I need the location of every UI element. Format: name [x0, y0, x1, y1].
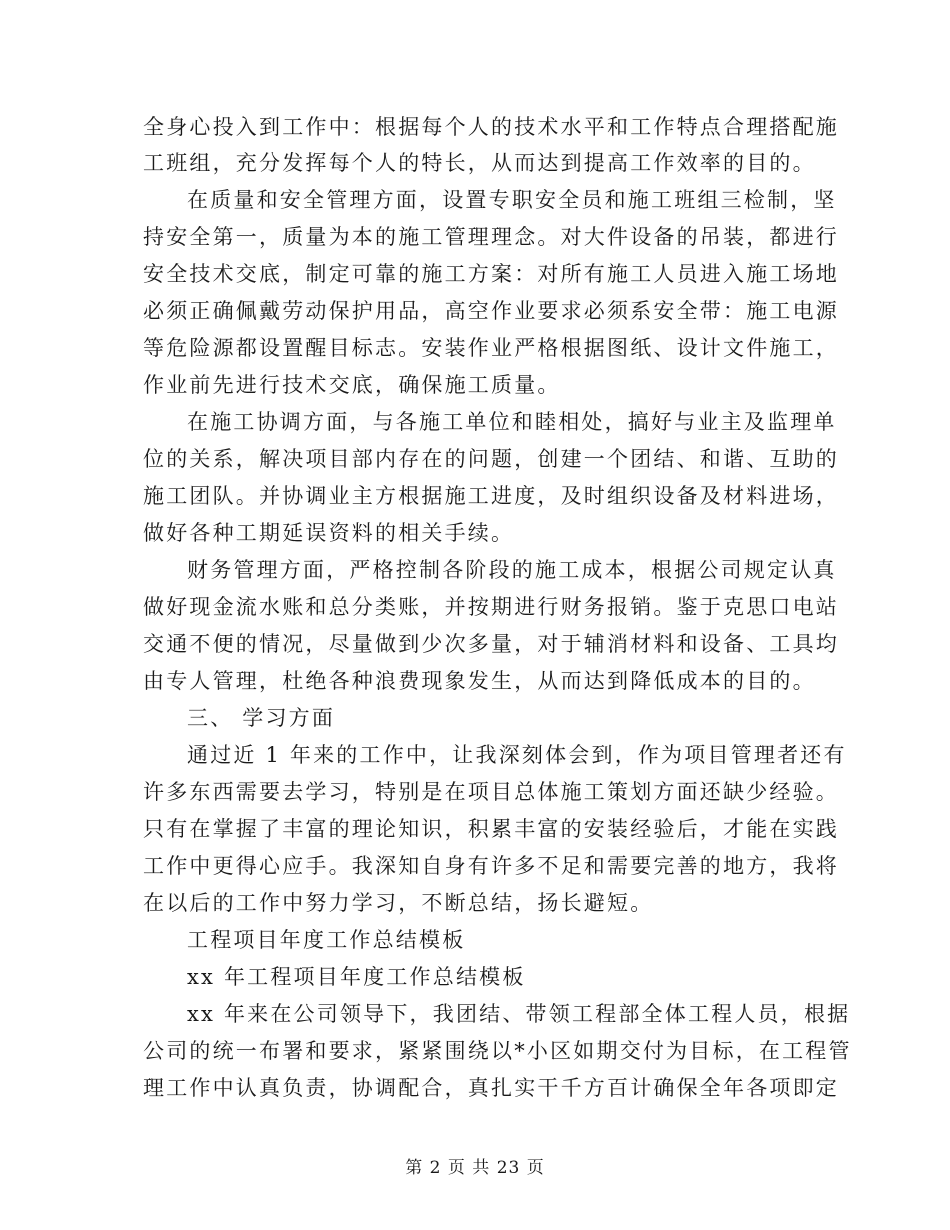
- text-line: 作业前先进行技术交底，确保施工质量。: [143, 373, 561, 397]
- text-line: 施工团队。并协调业主方根据施工进度，及时组织设备及材料进场，: [143, 484, 839, 508]
- text-line: 位的关系，解决项目部内存在的问题，创建一个团结、和谐、互助的: [143, 447, 839, 471]
- section-heading: 三、 学习方面: [187, 706, 336, 730]
- text-line: 理工作中认真负责，协调配合，真扎实干千方百计确保全年各项即定: [143, 1076, 839, 1100]
- text-line: 只有在掌握了丰富的理论知识，积累丰富的安装经验后，才能在实践: [143, 817, 839, 841]
- text-line: 工作中更得心应手。我深知自身有许多不足和需要完善的地方，我将: [143, 854, 839, 878]
- text-line: 工班组，充分发挥每个人的特长，从而达到提高工作效率的目的。: [143, 151, 816, 175]
- text-line: 持安全第一，质量为本的施工管理理念。对大件设备的吊装，都进行: [143, 225, 839, 249]
- text-line: 公司的统一布署和要求，紧紧围绕以*小区如期交付为目标，在工程管: [143, 1039, 852, 1063]
- text-line: 财务管理方面，严格控制各阶段的施工成本，根据公司规定认真: [187, 558, 837, 582]
- page-number-footer: 第 2 页 共 23 页: [405, 1158, 545, 1178]
- text-line: 交通不便的情况，尽量做到少次多量，对于辅消材料和设备、工具均: [143, 632, 839, 656]
- text-line: 必须正确佩戴劳动保护用品，高空作业要求必须系安全带：施工电源: [143, 299, 839, 323]
- text-line: 通过近 1 年来的工作中，让我深刻体会到，作为项目管理者还有: [187, 743, 847, 767]
- text-line: 许多东西需要去学习，特别是在项目总体施工策划方面还缺少经验。: [143, 780, 839, 804]
- text-line: 做好现金流水账和总分类账，并按期进行财务报销。鉴于克思口电站: [143, 595, 839, 619]
- text-line: 在以后的工作中努力学习，不断总结，扬长避短。: [143, 891, 654, 915]
- text-line: 在施工协调方面，与各施工单位和睦相处，搞好与业主及监理单: [187, 410, 837, 434]
- text-line: 等危险源都设置醒目标志。安装作业严格根据图纸、设计文件施工，: [143, 336, 839, 360]
- text-line: 做好各种工期延误资料的相关手续。: [143, 521, 515, 545]
- text-line: 在质量和安全管理方面，设置专职安全员和施工班组三检制，坚: [187, 188, 837, 212]
- document-title: 工程项目年度工作总结模板: [187, 928, 466, 952]
- text-line: 安全技术交底，制定可靠的施工方案：对所有施工人员进入施工场地: [143, 262, 839, 286]
- text-line: 全身心投入到工作中：根据每个人的技术水平和工作特点合理搭配施: [143, 115, 839, 139]
- document-subtitle: xx 年工程项目年度工作总结模板: [187, 965, 526, 989]
- text-line: xx 年来在公司领导下，我团结、带领工程部全体工程人员，根据: [187, 1002, 851, 1026]
- text-line: 由专人管理，杜绝各种浪费现象发生，从而达到降低成本的目的。: [143, 669, 816, 693]
